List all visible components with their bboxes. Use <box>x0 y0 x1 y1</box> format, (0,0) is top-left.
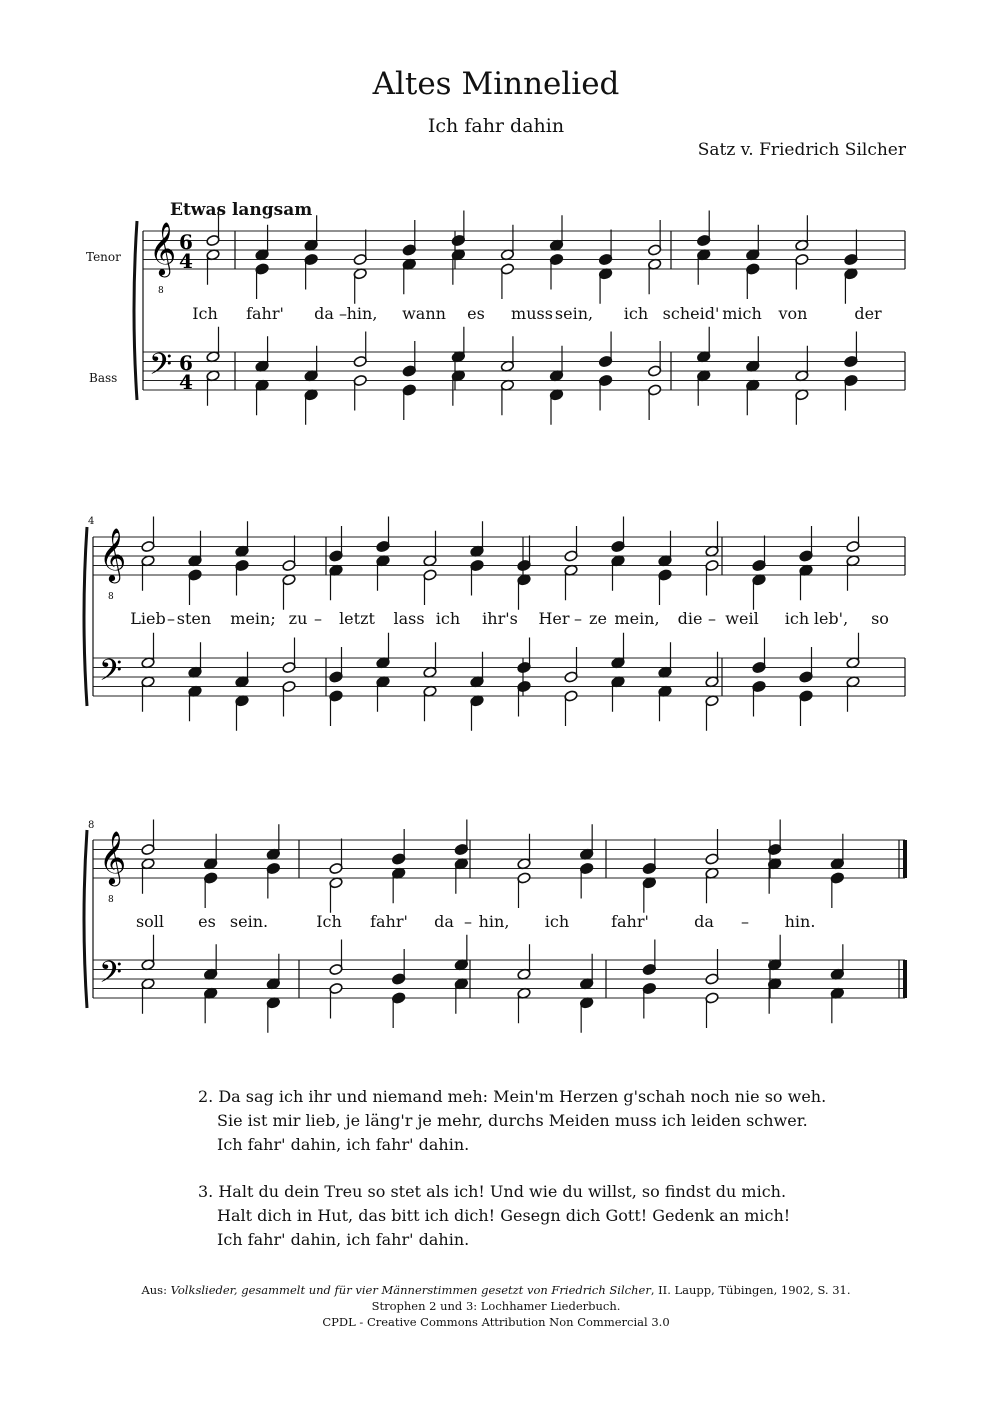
lyric-syllable: Ich <box>316 912 342 931</box>
source-footer <box>0 1282 992 1330</box>
footer-source-rest: , II. Laupp, Tübingen, 1902, S. 31. <box>650 1283 851 1297</box>
stanza-line: Ich fahr' dahin, ich fahr' dahin. <box>217 1230 470 1249</box>
lyric-syllable: von <box>778 304 808 323</box>
stanza-line: Ich fahr' dahin, ich fahr' dahin. <box>217 1135 470 1154</box>
lyric-syllable: fahr' <box>370 912 408 931</box>
lyric-hyphen: – <box>464 912 472 931</box>
treble-clef-icon: 𝄞 <box>99 527 127 581</box>
lyric-syllable: der <box>854 304 882 323</box>
time-signature-upper: 6 <box>179 230 193 254</box>
lyric-syllable: sten <box>176 609 212 628</box>
measure-number: 4 <box>88 516 95 527</box>
lyrics-line-1 <box>0 304 992 326</box>
lyric-hyphen: – <box>314 609 322 628</box>
lyric-syllable: lass <box>393 609 425 628</box>
time-signature-upper: 6 <box>179 351 193 375</box>
lyric-syllable: sein. <box>229 912 269 931</box>
stanza-line: 2. Da sag ich ihr und niemand meh: Mein'm Herzen g'schah noch nie so weh. <box>198 1087 827 1106</box>
lyric-syllable: Her <box>538 609 570 628</box>
lyric-syllable: so <box>871 609 889 628</box>
lyric-syllable: die <box>677 609 703 628</box>
lyrics-line-3 <box>0 912 992 934</box>
page-subtitle: Ich fahr dahin <box>427 115 565 137</box>
lyric-syllable: weil <box>725 609 759 628</box>
footer-license: CPDL - Creative Commons Attribution Non Commercial 3.0 <box>322 1315 670 1329</box>
lyric-syllable: ich <box>784 609 810 628</box>
bass-clef-icon: 𝄢 <box>99 956 123 997</box>
lyric-syllable: ich <box>544 912 570 931</box>
footer-source-line <box>0 1282 992 1298</box>
lyric-hyphen: – <box>167 609 175 628</box>
lyric-syllable: muss <box>511 304 553 323</box>
lyric-syllable: Ich <box>192 304 218 323</box>
footer-prefix: Aus: <box>141 1283 171 1297</box>
lyric-hyphen: – <box>574 609 582 628</box>
lyric-syllable: da <box>694 912 714 931</box>
voice-label-tenor: Tenor <box>86 250 121 264</box>
lyric-syllable: sein, <box>554 304 594 323</box>
lyric-hyphen: – <box>708 609 716 628</box>
voice-label-bass: Bass <box>89 371 118 385</box>
clef-octave-mark: 8 <box>158 286 164 296</box>
lyric-syllable: leb', <box>813 609 849 628</box>
stanza-line: Halt dich in Hut, das bitt ich dich! Gesegn dich Gott! Gedenk an mich! <box>217 1206 791 1225</box>
lyric-syllable: ze <box>589 609 607 628</box>
page-title: Altes Minnelied <box>372 66 620 102</box>
clef-octave-mark: 8 <box>108 592 114 602</box>
lyric-syllable: wann <box>402 304 446 323</box>
lyric-syllable: zu <box>288 609 308 628</box>
lyric-syllable: es <box>198 912 216 931</box>
lyric-syllable: mein; <box>230 609 276 628</box>
stanza-2 <box>198 1085 826 1157</box>
tempo-marking: Etwas langsam <box>170 200 313 220</box>
lyric-hyphen: – <box>339 304 347 323</box>
composer-credit: Satz v. Friedrich Silcher <box>697 140 906 160</box>
lyric-syllable: es <box>467 304 485 323</box>
lyrics-line-2 <box>0 609 992 631</box>
stanza-line: 3. Halt du dein Treu so stet als ich! Und wie du willst, so findst du mich. <box>198 1182 787 1201</box>
stanza-3 <box>198 1180 790 1252</box>
footer-source-title: Volkslieder, gesammelt und für vier Männerstimmen gesetzt von Friedrich Silcher <box>170 1283 651 1297</box>
measure-number: 8 <box>88 820 95 831</box>
lyric-syllable: fahr' <box>246 304 284 323</box>
lyric-syllable: mein, <box>614 609 660 628</box>
stanza-line: Sie ist mir lieb, je läng'r je mehr, durchs Meiden muss ich leiden schwer. <box>217 1111 808 1130</box>
treble-clef-icon: 𝄞 <box>149 221 177 275</box>
lyric-syllable: letzt <box>339 609 375 628</box>
footer-stanza-source: Strophen 2 und 3: Lochhamer Liederbuch. <box>371 1299 621 1313</box>
lyric-syllable: ich <box>435 609 461 628</box>
lyric-syllable: hin, <box>478 912 510 931</box>
lyric-syllable: mich <box>722 304 762 323</box>
lyric-syllable: fahr' <box>611 912 649 931</box>
lyric-hyphen: – <box>741 912 749 931</box>
lyric-syllable: da <box>434 912 454 931</box>
lyric-syllable: ihr's <box>482 609 518 628</box>
time-signature-lower: 4 <box>179 370 193 394</box>
lyric-syllable: hin. <box>784 912 816 931</box>
lyric-syllable: scheid' <box>662 304 720 323</box>
lyric-syllable: ich <box>623 304 649 323</box>
treble-clef-icon: 𝄞 <box>99 830 127 884</box>
clef-octave-mark: 8 <box>108 895 114 905</box>
lyric-syllable: Lieb <box>130 609 166 628</box>
bass-clef-icon: 𝄢 <box>99 654 123 695</box>
lyric-syllable: da <box>314 304 334 323</box>
lyric-syllable: hin, <box>346 304 378 323</box>
time-signature-lower: 4 <box>179 249 193 273</box>
lyric-syllable: soll <box>135 912 165 931</box>
bass-clef-icon: 𝄢 <box>149 348 173 389</box>
